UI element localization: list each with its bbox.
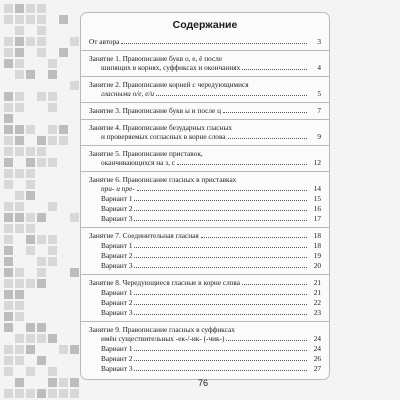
divider [81, 274, 329, 275]
leader-dots [134, 370, 307, 371]
decorative-square [26, 213, 35, 222]
divider [81, 145, 329, 146]
decorative-square [4, 180, 13, 189]
decorative-square [37, 15, 46, 24]
entry-page: 9 [317, 132, 321, 141]
decorative-square [26, 224, 35, 233]
variant-label: Вариант 3 [101, 364, 133, 373]
decorative-square [4, 136, 13, 145]
leader-dots [134, 210, 307, 211]
toc-entry [89, 149, 321, 167]
decorative-square [37, 279, 46, 288]
decorative-square [37, 48, 46, 57]
decorative-square [26, 125, 35, 134]
decorative-square [4, 59, 13, 68]
decorative-square [4, 202, 13, 211]
entry-title: Занятие 3. Правописание букв ы и после ц [89, 106, 221, 115]
decorative-square [4, 367, 13, 376]
decorative-square [15, 136, 24, 145]
entry-title-cont: гласными о/е, е/и [101, 89, 155, 98]
entry-title: Занятие 7. Соединительная гласная [89, 231, 199, 240]
toc-entry [89, 278, 321, 317]
variant-label: Вариант 1 [101, 194, 133, 203]
decorative-square [37, 37, 46, 46]
entry-title-cont: при- и пре- [101, 184, 135, 193]
decorative-square [70, 389, 79, 398]
decorative-margin-pattern [0, 0, 80, 400]
decorative-square [48, 235, 57, 244]
variant-page: 27 [313, 364, 321, 373]
decorative-square [4, 257, 13, 266]
decorative-square [4, 4, 13, 13]
decorative-square [48, 378, 57, 387]
divider [81, 50, 329, 51]
decorative-square [15, 389, 24, 398]
decorative-square [4, 268, 13, 277]
entry-title: Занятие 8. Чередующиеся гласные в корне слова [89, 278, 240, 287]
decorative-square [4, 312, 13, 321]
decorative-square [26, 235, 35, 244]
decorative-square [37, 389, 46, 398]
decorative-square [37, 158, 46, 167]
variant-label: Вариант 3 [101, 308, 133, 317]
decorative-square [15, 169, 24, 178]
decorative-square [37, 147, 46, 156]
entry-page: 18 [313, 231, 321, 240]
variant-label: Вариант 3 [101, 214, 133, 223]
decorative-square [37, 213, 46, 222]
variant-page: 26 [313, 354, 321, 363]
entry-title: Занятие 6. Правописание гласных в приставках [89, 175, 237, 184]
decorative-square [4, 290, 13, 299]
decorative-square [4, 15, 13, 24]
entry-page: 4 [317, 63, 321, 72]
decorative-square [26, 169, 35, 178]
decorative-square [48, 257, 57, 266]
decorative-square [15, 191, 24, 200]
variant-label: Вариант 1 [101, 288, 133, 297]
decorative-square [48, 158, 57, 167]
leader-dots [177, 164, 307, 165]
variant-page: 20 [313, 261, 321, 270]
leader-dots [228, 138, 307, 139]
toc-entry [89, 231, 321, 270]
decorative-square [15, 202, 24, 211]
decorative-square [70, 378, 79, 387]
decorative-square [26, 37, 35, 46]
decorative-square [48, 103, 57, 112]
decorative-square [4, 235, 13, 244]
variant-row [89, 308, 321, 317]
variant-page: 23 [313, 308, 321, 317]
entry-title: Занятие 2. Правописание корней с чередующимися [89, 80, 249, 89]
variant-label: Вариант 2 [101, 354, 133, 363]
toc-entry [89, 325, 321, 373]
variant-label: Вариант 3 [101, 261, 133, 270]
entry-title-cont: оканчивающихся на з, с [101, 158, 175, 167]
decorative-square [37, 257, 46, 266]
decorative-square [48, 59, 57, 68]
decorative-square [4, 389, 13, 398]
variant-row [89, 344, 321, 353]
decorative-square [48, 389, 57, 398]
variant-row [89, 354, 321, 363]
variant-page: 18 [313, 241, 321, 250]
decorative-square [37, 26, 46, 35]
entry-title: Занятие 4. Правописание безударных гласных [89, 123, 232, 132]
table-of-contents [80, 12, 330, 380]
entry-title: Занятие 5. Правописание приставок, [89, 149, 203, 158]
leader-dots [134, 304, 307, 305]
decorative-square [26, 147, 35, 156]
leader-dots [156, 95, 307, 96]
decorative-square [4, 125, 13, 134]
entry-title: Занятие 1. Правописание букв о, е, ё после [89, 54, 223, 63]
decorative-square [70, 37, 79, 46]
toc-entry [89, 37, 321, 46]
decorative-square [15, 125, 24, 134]
variant-label: Вариант 1 [101, 241, 133, 250]
decorative-square [48, 202, 57, 211]
variant-page: 24 [313, 344, 321, 353]
decorative-square [26, 15, 35, 24]
decorative-square [4, 356, 13, 365]
divider [81, 119, 329, 120]
decorative-square [4, 224, 13, 233]
decorative-square [26, 367, 35, 376]
decorative-square [59, 345, 68, 354]
decorative-square [15, 345, 24, 354]
decorative-square [15, 147, 24, 156]
entry-title-cont: и проверяемых согласных в корне слова [101, 132, 226, 141]
decorative-square [26, 191, 35, 200]
decorative-square [4, 301, 13, 310]
entry-page: 7 [317, 106, 321, 115]
variant-page: 22 [313, 298, 321, 307]
toc-entry [89, 106, 321, 115]
variant-page: 17 [313, 214, 321, 223]
decorative-square [59, 378, 68, 387]
decorative-square [4, 279, 13, 288]
variant-label: Вариант 2 [101, 204, 133, 213]
variant-page: 21 [313, 288, 321, 297]
divider [81, 171, 329, 172]
variant-label: Вариант 2 [101, 298, 133, 307]
entry-page: 12 [313, 158, 321, 167]
variant-page: 16 [313, 204, 321, 213]
variant-page: 19 [313, 251, 321, 260]
decorative-square [37, 4, 46, 13]
decorative-square [37, 323, 46, 332]
entry-page: 21 [313, 278, 321, 287]
decorative-square [15, 15, 24, 24]
decorative-square [15, 334, 24, 343]
entry-title-cont: шипящих в корнях, суффиксах и окончаниях [101, 63, 241, 72]
decorative-square [70, 268, 79, 277]
decorative-square [15, 48, 24, 57]
leader-dots [134, 360, 307, 361]
decorative-square [26, 389, 35, 398]
leader-dots [134, 314, 307, 315]
leader-dots [134, 220, 307, 221]
variant-row [89, 214, 321, 223]
leader-dots [242, 69, 307, 70]
decorative-square [37, 268, 46, 277]
entry-page: 3 [317, 37, 321, 46]
decorative-square [4, 345, 13, 354]
decorative-square [48, 246, 57, 255]
decorative-square [48, 334, 57, 343]
variant-row [89, 364, 321, 373]
variant-row [89, 288, 321, 297]
leader-dots [134, 350, 307, 351]
page-number: 76 [198, 378, 209, 388]
decorative-square [48, 92, 57, 101]
entry-title: Занятие 9. Правописание гласных в суффиксах [89, 325, 235, 334]
decorative-square [15, 103, 24, 112]
leader-dots [134, 247, 307, 248]
decorative-square [4, 37, 13, 46]
leader-dots [134, 294, 307, 295]
toc-entry [89, 123, 321, 141]
variant-label: Вариант 1 [101, 344, 133, 353]
decorative-square [15, 37, 24, 46]
decorative-square [37, 334, 46, 343]
decorative-square [15, 26, 24, 35]
variant-page: 15 [313, 194, 321, 203]
leader-dots [201, 237, 307, 238]
variant-row [89, 298, 321, 307]
decorative-square [70, 345, 79, 354]
decorative-square [37, 136, 46, 145]
decorative-square [15, 356, 24, 365]
decorative-square [15, 290, 24, 299]
decorative-square [15, 4, 24, 13]
toc-entry [89, 175, 321, 223]
decorative-square [26, 345, 35, 354]
decorative-square [15, 92, 24, 101]
decorative-square [59, 389, 68, 398]
decorative-square [59, 48, 68, 57]
leader-dots [134, 267, 307, 268]
divider [81, 321, 329, 322]
decorative-square [59, 136, 68, 145]
entry-page: 24 [313, 334, 321, 343]
decorative-square [37, 92, 46, 101]
decorative-square [15, 268, 24, 277]
leader-dots [223, 112, 307, 113]
decorative-square [4, 92, 13, 101]
decorative-square [70, 213, 79, 222]
leader-dots [226, 340, 307, 341]
decorative-square [26, 246, 35, 255]
decorative-square [48, 125, 57, 134]
decorative-square [4, 147, 13, 156]
entry-title-cont: имён существительных -ек-/-ик- (-чик-) [101, 334, 225, 343]
leader-dots [121, 43, 307, 44]
decorative-square [26, 323, 35, 332]
variant-row [89, 204, 321, 213]
variant-row [89, 194, 321, 203]
decorative-square [48, 70, 57, 79]
toc-entry [89, 54, 321, 72]
decorative-square [26, 279, 35, 288]
decorative-square [4, 114, 13, 123]
divider [81, 102, 329, 103]
decorative-square [26, 158, 35, 167]
variant-row [89, 261, 321, 270]
decorative-square [48, 367, 57, 376]
decorative-square [70, 81, 79, 90]
decorative-square [4, 169, 13, 178]
leader-dots [134, 257, 307, 258]
decorative-square [4, 48, 13, 57]
entry-page: 5 [317, 89, 321, 98]
decorative-square [4, 158, 13, 167]
decorative-square [4, 323, 13, 332]
decorative-square [15, 378, 24, 387]
decorative-square [48, 136, 57, 145]
decorative-square [37, 235, 46, 244]
decorative-square [4, 246, 13, 255]
decorative-square [4, 213, 13, 222]
decorative-square [15, 279, 24, 288]
variant-label: Вариант 2 [101, 251, 133, 260]
decorative-square [15, 59, 24, 68]
entry-title: От автора [89, 37, 120, 46]
decorative-square [4, 103, 13, 112]
variant-row [89, 241, 321, 250]
divider [81, 227, 329, 228]
leader-dots [134, 200, 307, 201]
decorative-square [26, 334, 35, 343]
decorative-square [15, 213, 24, 222]
divider [81, 76, 329, 77]
decorative-square [26, 180, 35, 189]
entry-page: 14 [313, 184, 321, 193]
leader-dots [137, 190, 307, 191]
decorative-square [37, 356, 46, 365]
toc-title: Содержание [172, 19, 238, 31]
decorative-square [15, 301, 24, 310]
leader-dots [242, 284, 307, 285]
toc-entry [89, 80, 321, 98]
decorative-square [15, 312, 24, 321]
decorative-square [26, 4, 35, 13]
decorative-square [26, 70, 35, 79]
decorative-square [15, 70, 24, 79]
decorative-square [59, 125, 68, 134]
decorative-square [59, 15, 68, 24]
variant-row [89, 251, 321, 260]
decorative-square [15, 224, 24, 233]
